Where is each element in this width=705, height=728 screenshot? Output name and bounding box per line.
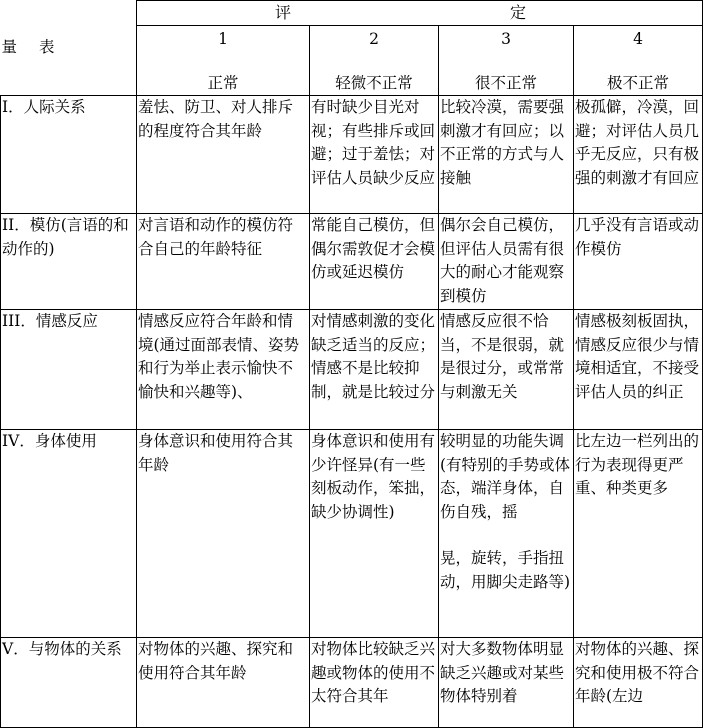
table-cell: 对大多数物体明显缺乏兴趣或对某些物体特别着 — [439, 638, 574, 728]
column-label: 极不正常 — [607, 73, 670, 92]
table-cell: 对情感刺激的变化缺乏适当的反应；情感不是比较抑制，就是比较过分 — [310, 310, 439, 430]
table-row — [1, 96, 703, 214]
evaluation-header — [137, 1, 703, 26]
table-cell: 偶尔会自己模仿，但评估人员需有很大的耐心才能观察到模仿 — [439, 214, 574, 310]
table-cell: 身体意识和使用有少许怪异(有一些刻板动作，笨拙，缺少协调性) — [310, 430, 439, 638]
table-row — [1, 310, 703, 430]
table-cell: 情感反应很不恰当，不是很弱，就是很过分，或常常与刺激无关 — [439, 310, 574, 430]
table-cell — [439, 430, 574, 638]
column-number: 3 — [501, 30, 511, 48]
table-cell: 极孤僻，冷漠，回避；对评估人员几乎无反应，只有极强的刺激才有回应 — [574, 96, 703, 214]
table-cell: 有时缺少目光对视；有些排斥或回避；过于羞怯；对评估人员缺少反应 — [310, 96, 439, 214]
evaluation-header-left: 评 — [275, 3, 292, 22]
scale-label-b: 表 — [39, 38, 55, 56]
scale-label — [1, 1, 137, 96]
table-cell: 羞怯、防卫、对人排斥的程度符合其年龄 — [137, 96, 310, 214]
column-header-4 — [574, 26, 703, 96]
table-cell: 对物体的兴趣、探究和使用极不符合年龄(左边 — [574, 638, 703, 728]
column-header-1 — [137, 26, 310, 96]
table-row — [1, 214, 703, 310]
column-header-3 — [439, 26, 574, 96]
table-cell: 比较冷漠，需要强刺激才有回应；以不正常的方式与人接触 — [439, 96, 574, 214]
row-title: I．人际关系 — [1, 96, 137, 214]
table-cell: 对言语和动作的模仿符合自己的年龄特征 — [137, 214, 310, 310]
table-cell: 常能自己模仿，但偶尔需敦促才会模仿或延迟模仿 — [310, 214, 439, 310]
table-cell: 情感反应符合年龄和情境(通过面部表情、姿势和行为举止表示愉快不愉快和兴趣等)、 — [137, 310, 310, 430]
table-cell: 情感极刻板固执，情感反应很少与情境相适宜，不接受评估人员的纠正 — [574, 310, 703, 430]
evaluation-header-right: 定 — [510, 3, 527, 22]
column-label: 轻微不正常 — [335, 73, 413, 92]
column-number: 4 — [633, 30, 643, 48]
table-cell: 对物体比较缺乏兴趣或物体的使用不太符合其年 — [310, 638, 439, 728]
column-label: 很不正常 — [474, 73, 537, 92]
row-title: IV．身体使用 — [1, 430, 137, 638]
table-cell: 对物体的兴趣、探究和使用符合其年龄 — [137, 638, 310, 728]
column-header-2 — [310, 26, 439, 96]
table-row — [1, 430, 703, 638]
header-row-eval — [1, 1, 703, 26]
table-cell: 身体意识和使用符合其年龄 — [137, 430, 310, 638]
cell-text-part: 晃，旋转，手指扭动，用脚尖走路等) — [440, 549, 571, 591]
column-number: 1 — [218, 30, 228, 48]
table-cell: 比左边一栏列出的行为表现得更严重、种类更多 — [574, 430, 703, 638]
column-number: 2 — [369, 30, 379, 48]
table-row — [1, 638, 703, 728]
cell-text-part: 较明显的功能失调(有特别的手势或体态，端洋身体，自伤自残，摇 — [440, 432, 571, 521]
row-title: V．与物体的关系 — [1, 638, 137, 728]
row-title: II．模仿(言语的和动作的) — [1, 214, 137, 310]
table-cell: 几乎没有言语或动作模仿 — [574, 214, 703, 310]
row-title: III．情感反应 — [1, 310, 137, 430]
scale-label-a: 量 — [1, 38, 18, 56]
column-label: 正常 — [207, 73, 239, 92]
